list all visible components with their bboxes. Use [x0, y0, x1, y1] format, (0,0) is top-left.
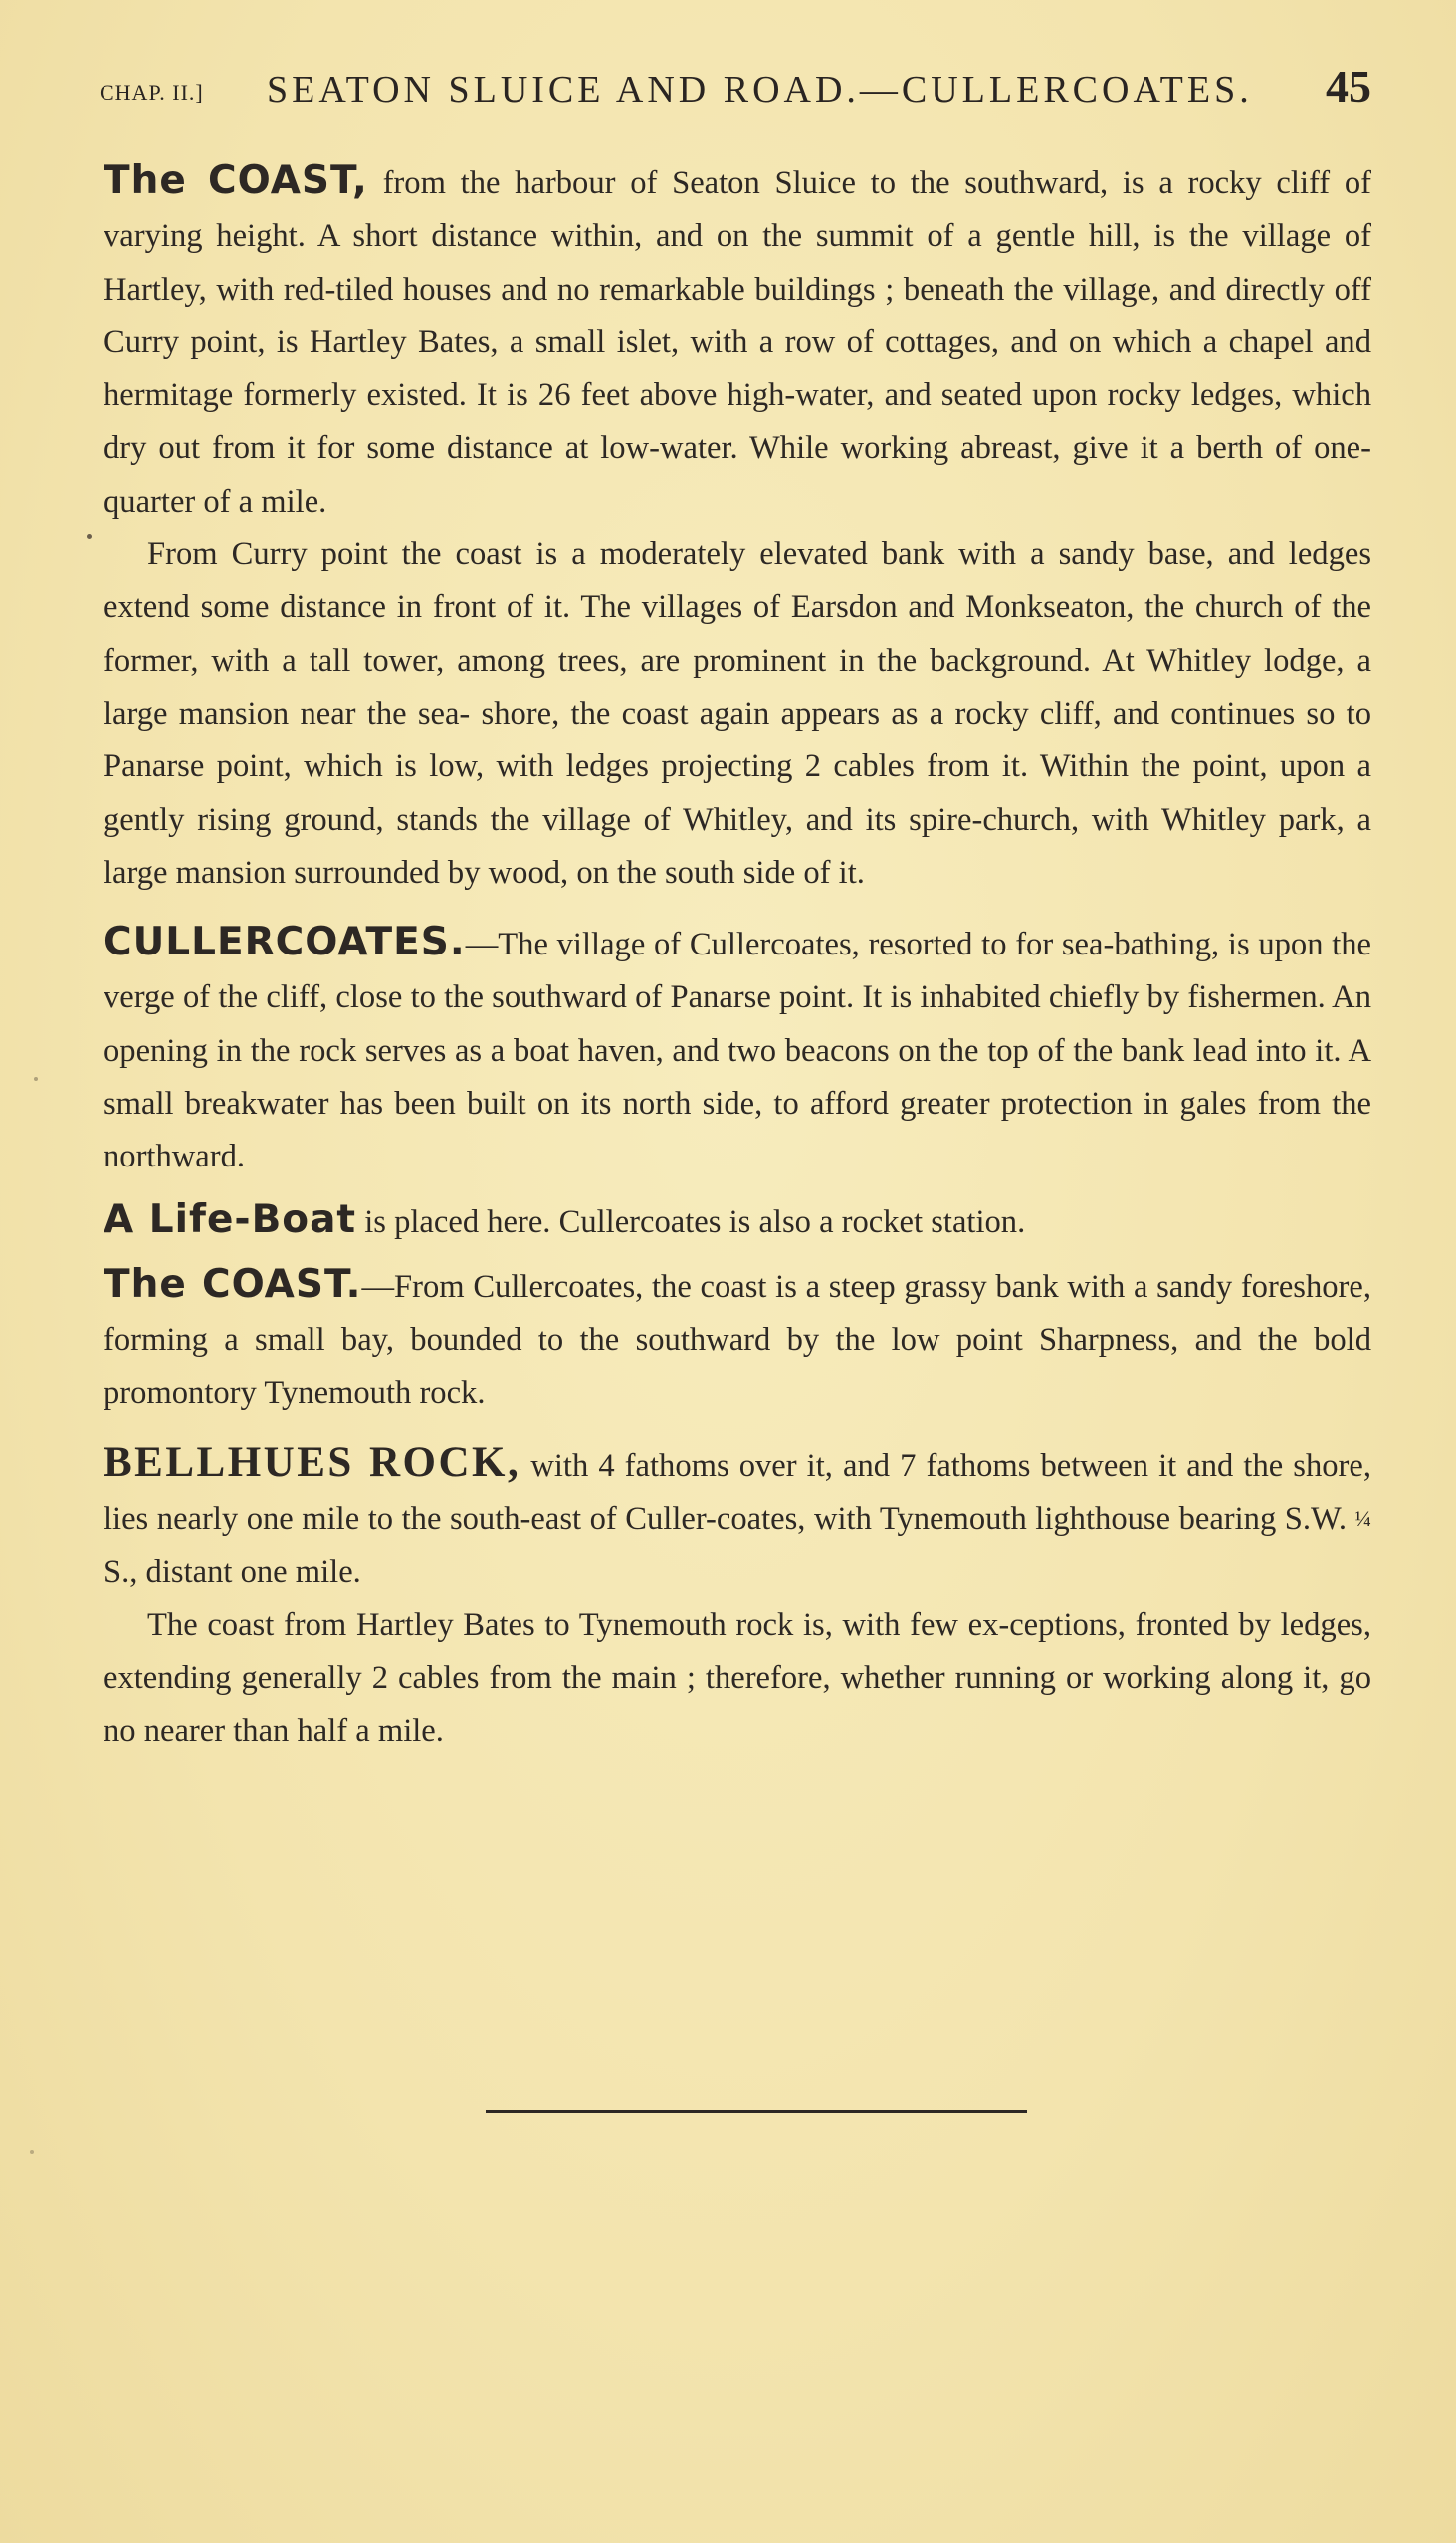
heading-the-coast-2: The COAST. [104, 1261, 362, 1307]
fraction-quarter: ¼ [1354, 1506, 1371, 1532]
paragraph-curry-point [104, 529, 1371, 900]
page-number: 45 [1326, 61, 1371, 111]
page-body [104, 154, 1371, 1759]
paper-speck [34, 1077, 38, 1081]
paragraph-curry-point-text: From Curry point the coast is a moderately elevated bank with a sandy base, and ledges extend some distance in front of it. The villages of Earsdon and Monkseaton, the church of the former, with a tall tower, among trees, are prominent in the background. At Whitley lodge, a large mansion near the sea- shore, the coast again appears as a rocky cliff, and continues so to Panarse point, which is low, with ledges projecting 2 cables from it. Within the point, upon a gently rising ground, stands the village of Whitley, and its spire-church, with Whitley park, a large mansion surrounded by wood, on the south side of it. [104, 536, 1371, 891]
paragraph-hartley-to-tynemouth-text: The coast from Hartley Bates to Tynemouth rock is, with few ex-ceptions, fronted by ledges, extending generally 2 cables from the main ; therefore, whether running or working along it, go no nearer than half a mile. [104, 1606, 1371, 1750]
heading-life-boat: A Life-Boat [104, 1196, 357, 1242]
paper-speck [30, 2150, 34, 2154]
paragraph-bellhues-text-a: with 4 fathoms over it, and 7 fathoms between it and the shore, lies nearly one mile to the south-east of Culler-coates, with Tynemouth lighthouse bearing S.W. [104, 1447, 1371, 1538]
heading-bellhues-rock: BELLHUES ROCK, [104, 1438, 521, 1486]
paragraph-cullercoates [104, 916, 1371, 1183]
paragraph-hartley-to-tynemouth [104, 1599, 1371, 1759]
paragraph-coast [104, 154, 1371, 529]
paragraph-bellhues-rock [104, 1436, 1371, 1599]
chapter-label: CHAP. II.] [100, 80, 204, 105]
paper-speck [87, 534, 92, 539]
heading-the-coast: The COAST, [104, 158, 368, 203]
heading-cullercoates: CULLERCOATES. [104, 920, 466, 965]
closing-rule [486, 2110, 1027, 2113]
running-title: SEATON SLUICE AND ROAD.—CULLERCOATES. [267, 69, 1253, 110]
paragraph-bellhues-text-b: S., distant one mile. [104, 1554, 361, 1590]
paragraph-life-boat-text: is placed here. Cullercoates is also a rocket station. [356, 1203, 1026, 1240]
paragraph-coast-2 [104, 1258, 1371, 1420]
paragraph-coast-2-text: —From Cullercoates, the coast is a steep grassy bank with a sandy foreshore, forming a small bay, bounded to the southward by the low point Sharpness, and the bold promontory Tynemouth rock. [104, 1268, 1371, 1411]
paragraph-coast-text: from the harbour of Seaton Sluice to the southward, is a rocky cliff of varying height. A short distance within, and on the summit of a gentle hill, is the village of Hartley, with red-tiled houses and no remarkable buildings ; beneath the village, and directly off Curry point, is Hartley Bates, a small islet, with a row of cottages, and on which a chapel and hermitage formerly existed. It is 26 feet above high-water, and seated upon rocky ledges, which dry out from it for some distance at low-water. While working abreast, give it a berth of one-quarter of a mile. [104, 165, 1371, 520]
paragraph-cullercoates-text: —The village of Cullercoates, resorted to for sea-bathing, is upon the verge of the cliff, close to the southward of Panarse point. It is inhabited chiefly by fishermen. An opening in the rock serves as a boat haven, and two beacons on the top of the bank lead into it. A small breakwater has been built on its north side, to afford greater protection in gales from the northward. [104, 927, 1371, 1175]
paragraph-life-boat [104, 1193, 1371, 1249]
running-header [100, 58, 1371, 117]
